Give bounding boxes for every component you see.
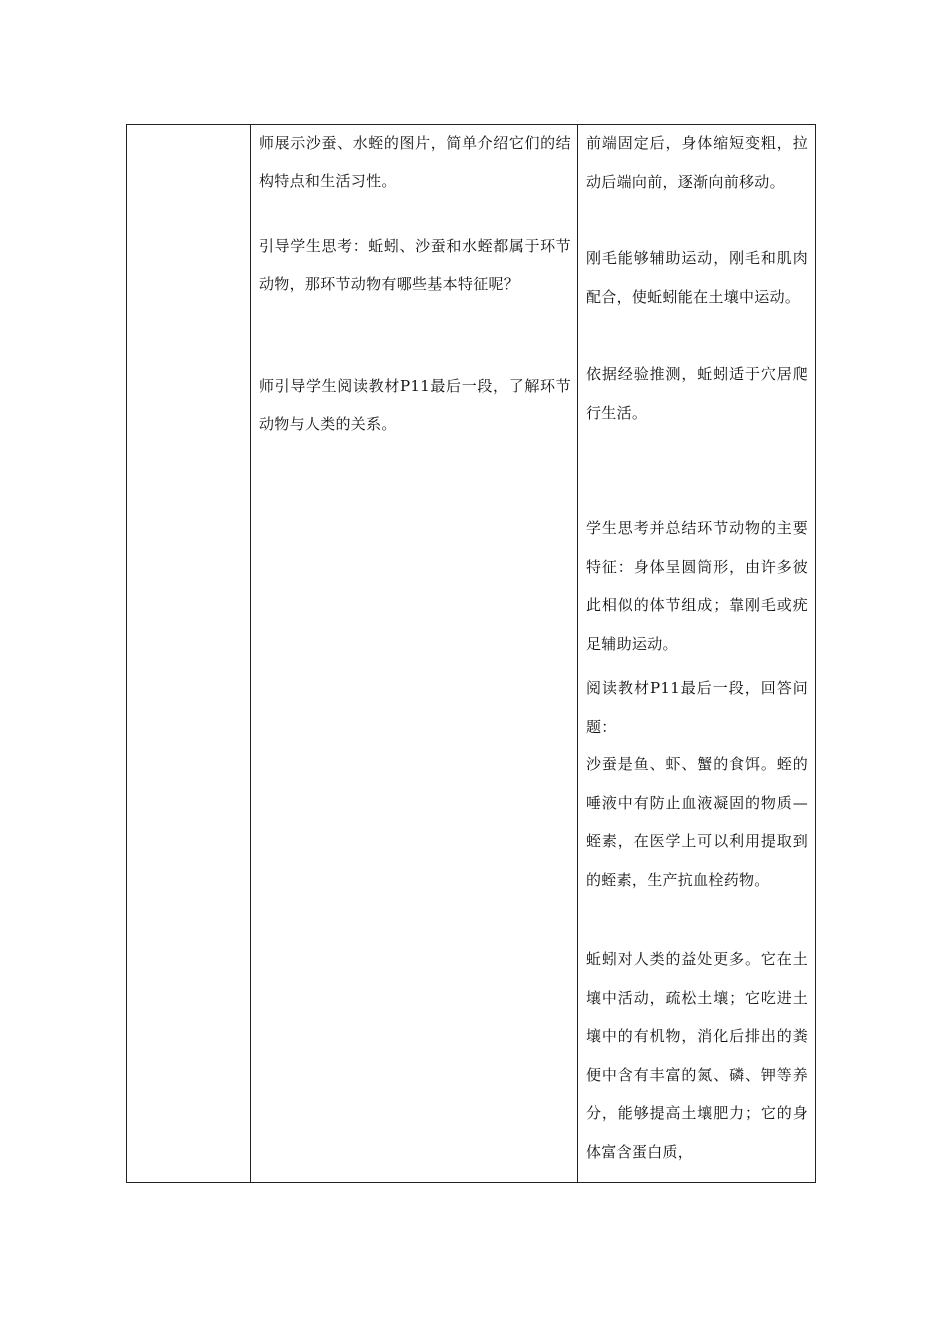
teacher-activity-cell — [259, 125, 571, 1182]
teacher-paragraph: 师引导学生阅读教材P11最后一段，了解环节动物与人类的关系。 — [259, 377, 571, 433]
student-paragraph: 蚯蚓对人类的益处更多。它在土壤中活动，疏松土壤；它吃进土壤中的有机物，消化后排出的粪便中含有丰富的氮、磷、钾等养分，能够提高土壤肥力；它的身体富含蛋白质， — [586, 950, 808, 1161]
lesson-table — [126, 124, 816, 1183]
student-paragraph: 沙蚕是鱼、虾、蟹的食饵。蛭的唾液中有防止血液凝固的物质—蛭素，在医学上可以利用提取到的蛭素，生产抗血栓药物。 — [586, 755, 808, 889]
student-paragraph: 阅读教材P11最后一段，回答问题： — [586, 679, 808, 736]
teacher-paragraph: 引导学生思考：蚯蚓、沙蚕和水蛭都属于环节动物，那环节动物有哪些基本特征呢？ — [259, 237, 571, 293]
column-divider-1 — [250, 125, 251, 1182]
student-paragraph: 依据经验推测，蚯蚓适于穴居爬行生活。 — [586, 365, 808, 422]
column-divider-2 — [577, 125, 578, 1182]
student-paragraph: 学生思考并总结环节动物的主要特征：身体呈圆筒形，由许多彼此相似的体节组成；靠刚毛或疣足辅助运动。 — [586, 519, 808, 653]
teacher-paragraph: 师展示沙蚕、水蛭的图片，简单介绍它们的结构特点和生活习性。 — [259, 134, 571, 190]
student-paragraph: 刚毛能够辅助运动，刚毛和肌肉配合，使蚯蚓能在土壤中运动。 — [586, 249, 808, 306]
student-paragraph: 前端固定后，身体缩短变粗，拉动后端向前，逐渐向前移动。 — [586, 134, 808, 191]
student-activity-cell — [586, 125, 808, 1182]
